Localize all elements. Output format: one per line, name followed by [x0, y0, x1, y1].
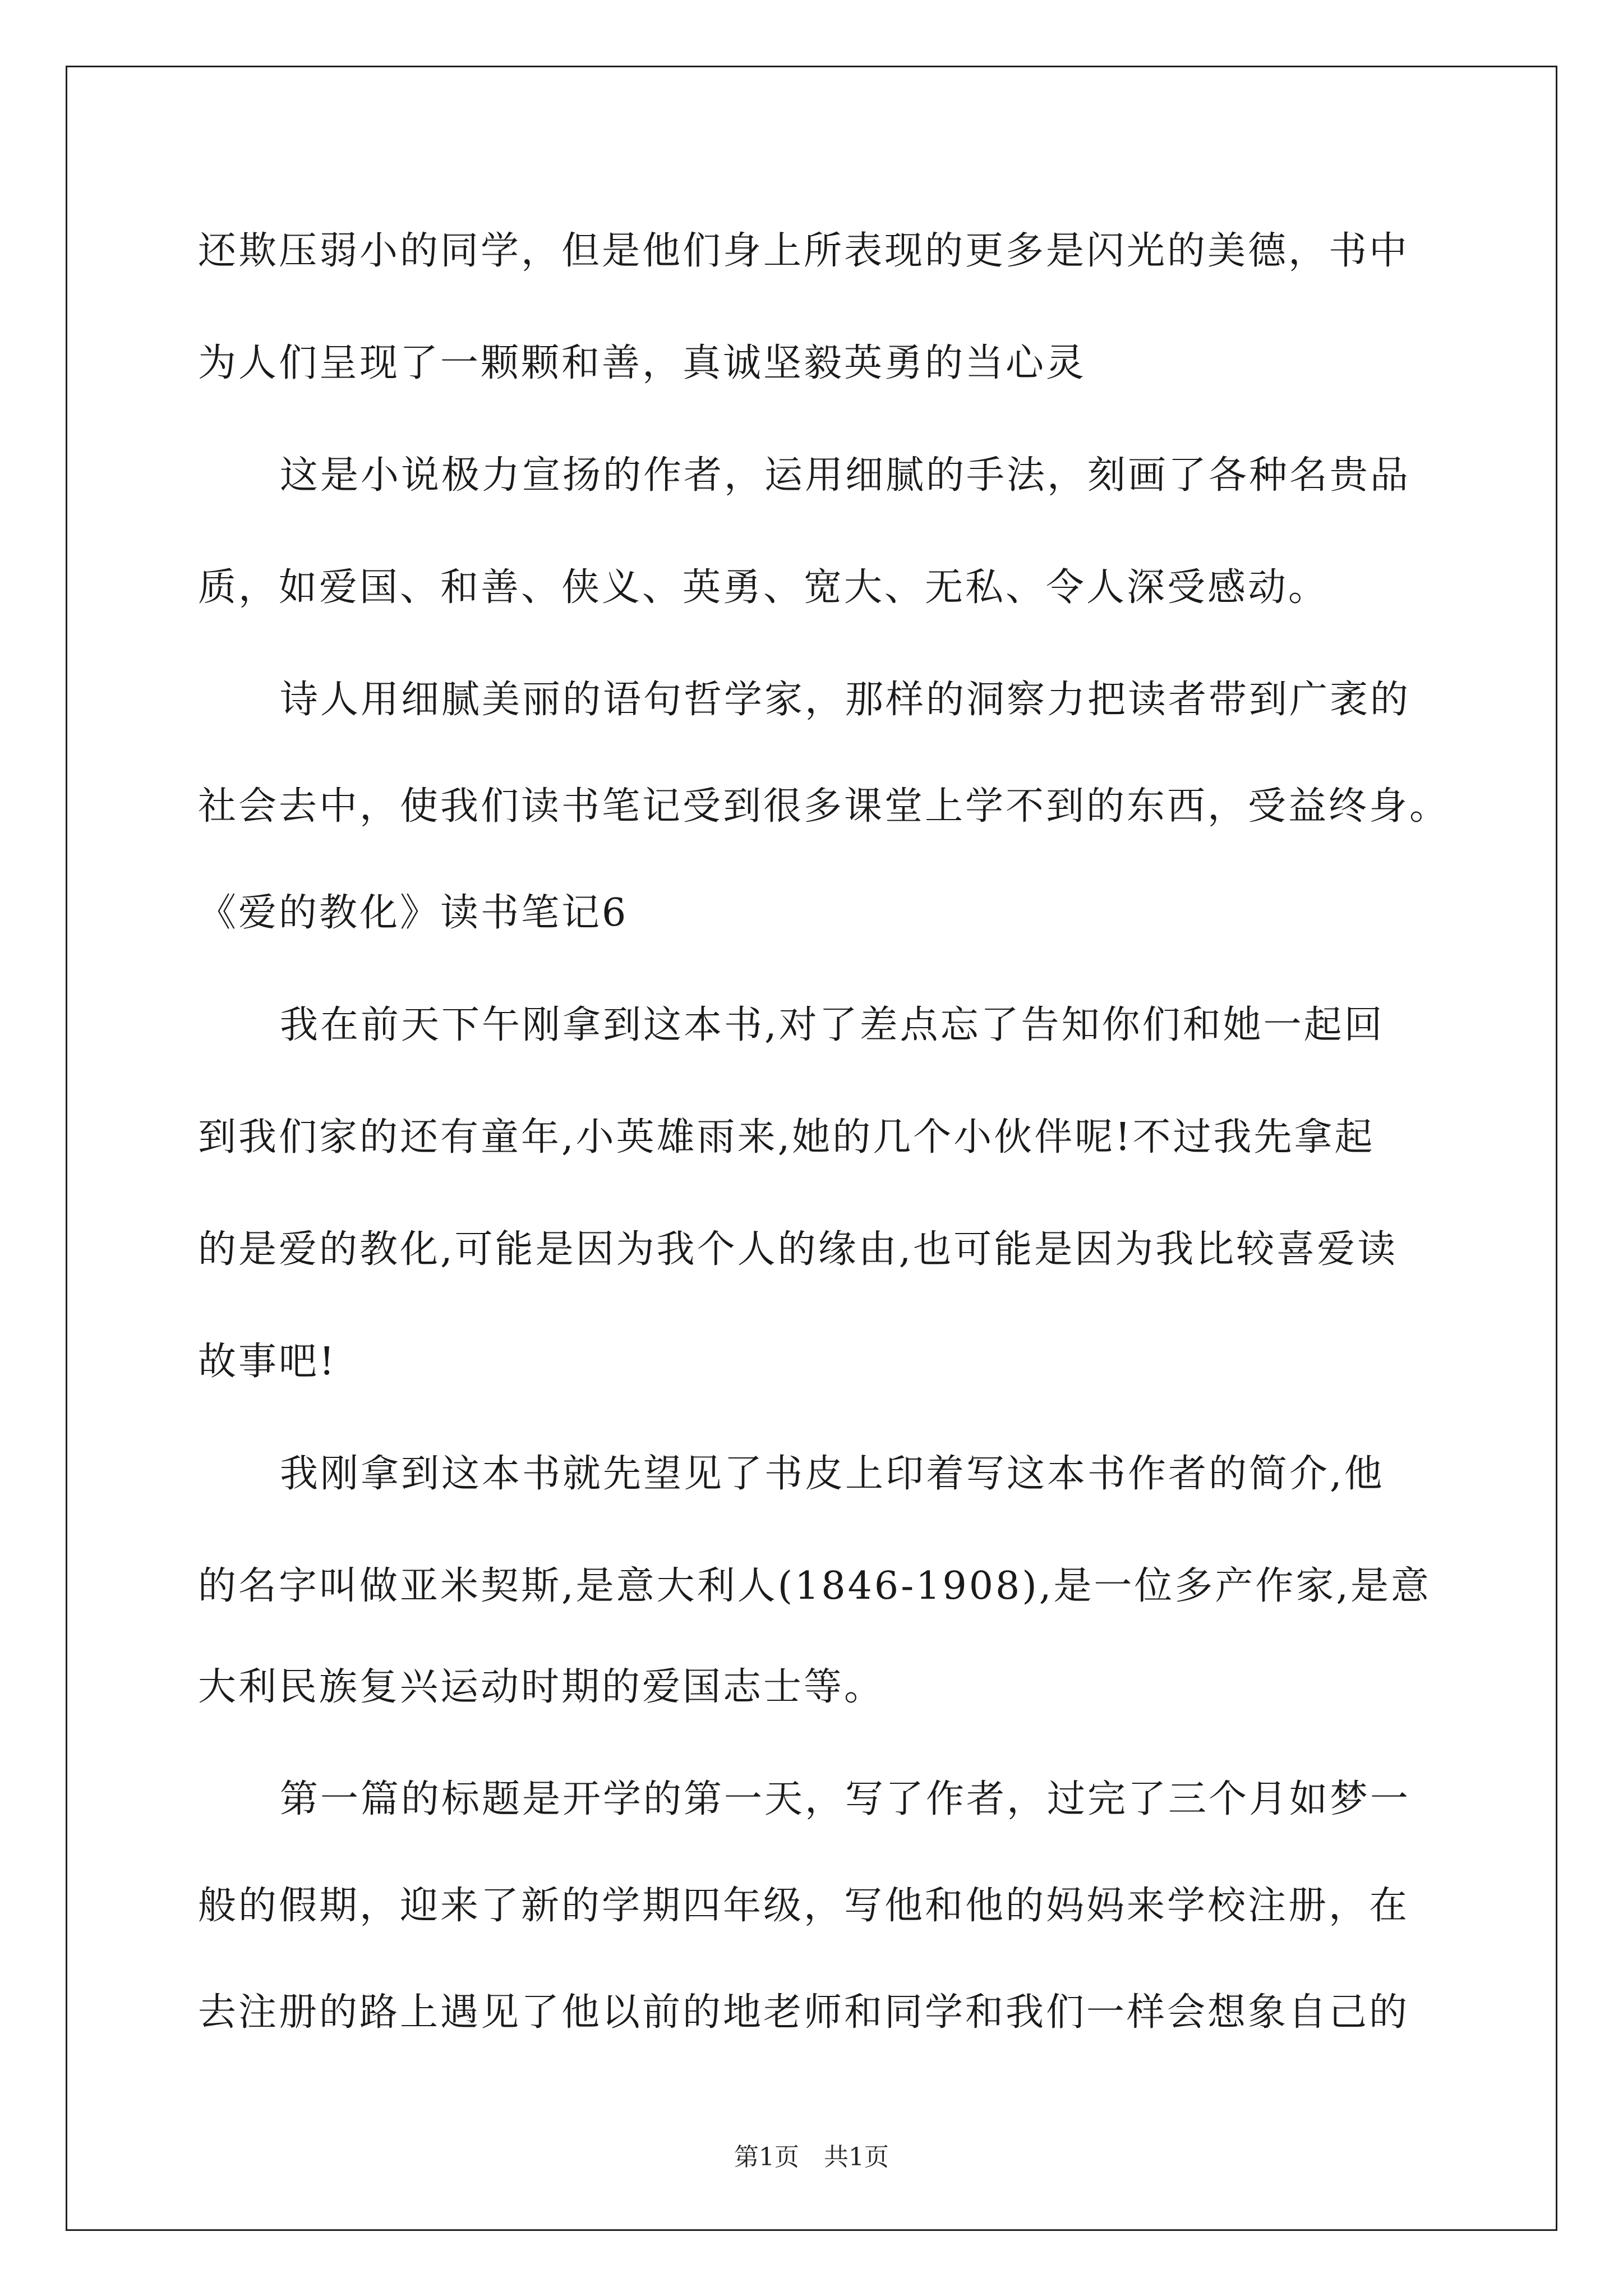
text-line: 的是爱的教化,可能是因为我个人的缘由,也可能是因为我比较喜爱读	[198, 1227, 1398, 1272]
paragraph-start: 诗人用细腻美丽的语句哲学家，那样的洞察力把读者带到广袤的	[280, 678, 1411, 722]
text-line: 为人们呈现了一颗颗和善，真诚坚毅英勇的当心灵	[198, 341, 1087, 385]
paragraph-start: 我在前天下午刚拿到这本书,对了差点忘了告知你们和她一起回	[280, 1003, 1385, 1047]
text-line: 大利民族复兴运动时期的爱国志士等。	[198, 1665, 885, 1709]
text-line: 般的假期，迎来了新的学期四年级，写他和他的妈妈来学校注册，在	[198, 1884, 1410, 1928]
section-heading: 《爱的教化》读书笔记6	[198, 891, 629, 935]
page-footer: 第1页 共1页	[734, 2143, 889, 2171]
text-line: 去注册的路上遇见了他以前的地老师和同学和我们一样会想象自己的	[198, 1990, 1410, 2035]
text-line: 故事吧!	[198, 1340, 337, 1384]
text-line: 社会去中，使我们读书笔记受到很多课堂上学不到的东西，受益终身。	[198, 784, 1450, 829]
text-line: 的名字叫做亚米契斯,是意大利人(1846-1908),是一位多产作家,是意	[198, 1564, 1431, 1608]
text-line: 还欺压弱小的同学，但是他们身上所表现的更多是闪光的美德，书中	[198, 229, 1410, 273]
text-line: 质，如爱国、和善、侠义、英勇、宽大、无私、令人深受感动。	[198, 565, 1329, 610]
text-line: 到我们家的还有童年,小英雄雨来,她的几个小伙伴呢!不过我先拿起	[198, 1115, 1375, 1159]
paragraph-start: 这是小说极力宣扬的作者，运用细腻的手法，刻画了各种名贵品	[280, 453, 1411, 498]
paragraph-start: 我刚拿到这本书就先望见了书皮上印着写这本书作者的简介,他	[280, 1452, 1385, 1496]
paragraph-start: 第一篇的标题是开学的第一天，写了作者，过完了三个月如梦一	[280, 1777, 1411, 1821]
